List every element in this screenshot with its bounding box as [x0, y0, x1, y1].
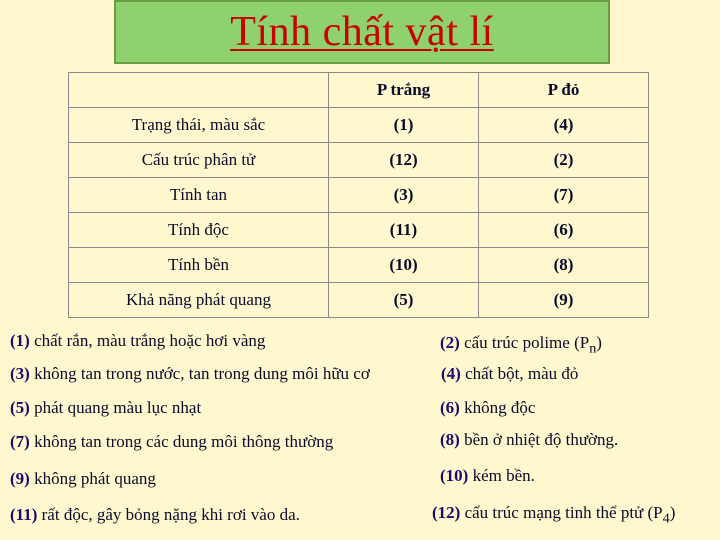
note-text: cấu trúc polime (P: [459, 333, 590, 352]
note-text: không tan trong các dung môi thông thường: [29, 432, 334, 451]
cell-white: (10): [329, 248, 479, 283]
table-row: [69, 143, 649, 178]
note-9: [10, 469, 156, 489]
row-label: Tính tan: [69, 178, 329, 213]
note-subscript: 4: [662, 510, 670, 527]
cell-white: (5): [329, 283, 479, 318]
note-3: [10, 364, 370, 384]
note-5: [10, 398, 201, 418]
note-number: (9): [10, 469, 30, 488]
table-header-row: [69, 73, 649, 108]
note-number: (12): [432, 503, 461, 522]
header-white-phosphorus: P trắng: [329, 73, 479, 108]
note-number: (7): [10, 432, 30, 451]
note-1: [10, 331, 265, 351]
note-12: [432, 503, 675, 527]
row-label: Tính độc: [69, 213, 329, 248]
row-label: Tính bền: [69, 248, 329, 283]
note-number: (5): [10, 398, 30, 417]
note-number: (6): [440, 398, 460, 417]
note-number: (10): [440, 466, 469, 485]
note-number: (2): [440, 333, 460, 352]
note-text: không tan trong nước, tan trong dung môi hữu cơ: [29, 364, 370, 383]
note-text: không phát quang: [29, 469, 156, 488]
note-tail: ): [669, 503, 676, 522]
note-7: [10, 432, 333, 452]
properties-table: [68, 72, 649, 318]
note-number: (8): [440, 430, 460, 449]
note-6: [440, 398, 535, 418]
note-number: (3): [10, 364, 30, 383]
page-title: Tính chất vật lí: [230, 9, 494, 55]
table-row: [69, 178, 649, 213]
note-text: phát quang màu lục nhạt: [29, 398, 202, 417]
note-number: (4): [441, 364, 461, 383]
cell-white: (1): [329, 108, 479, 143]
cell-white: (12): [329, 143, 479, 178]
table-row: [69, 283, 649, 318]
note-text: rất độc, gây bỏng nặng khi rơi vào da.: [37, 505, 300, 524]
table-row: [69, 248, 649, 283]
note-text: kém bền.: [468, 466, 535, 485]
note-subscript: n: [589, 340, 597, 357]
header-red-phosphorus: P đỏ: [479, 73, 649, 108]
cell-white: (3): [329, 178, 479, 213]
note-tail: ): [596, 333, 602, 352]
cell-red: (7): [479, 178, 649, 213]
cell-red: (6): [479, 213, 649, 248]
row-label: Cấu trúc phân tử: [69, 143, 329, 178]
note-number: (1): [10, 331, 30, 350]
note-text: chất bột, màu đỏ: [460, 364, 579, 383]
note-2: [440, 333, 602, 357]
title-banner: [114, 0, 610, 64]
cell-white: (11): [329, 213, 479, 248]
note-10: [440, 466, 535, 486]
note-number: (11): [10, 505, 38, 524]
row-label: Khả năng phát quang: [69, 283, 329, 318]
note-4: [441, 364, 578, 384]
cell-red: (9): [479, 283, 649, 318]
note-text: cấu trúc mạng tinh thể ptử (P: [460, 503, 663, 522]
note-text: không độc: [459, 398, 536, 417]
row-label: Trạng thái, màu sắc: [69, 108, 329, 143]
header-empty: [69, 73, 329, 108]
cell-red: (2): [479, 143, 649, 178]
note-11: [10, 505, 300, 525]
note-text: bền ở nhiệt độ thường.: [459, 430, 619, 449]
note-text: chất rắn, màu trắng hoặc hơi vàng: [29, 331, 266, 350]
table-row: [69, 213, 649, 248]
cell-red: (8): [479, 248, 649, 283]
note-8: [440, 430, 618, 450]
table-row: [69, 108, 649, 143]
cell-red: (4): [479, 108, 649, 143]
